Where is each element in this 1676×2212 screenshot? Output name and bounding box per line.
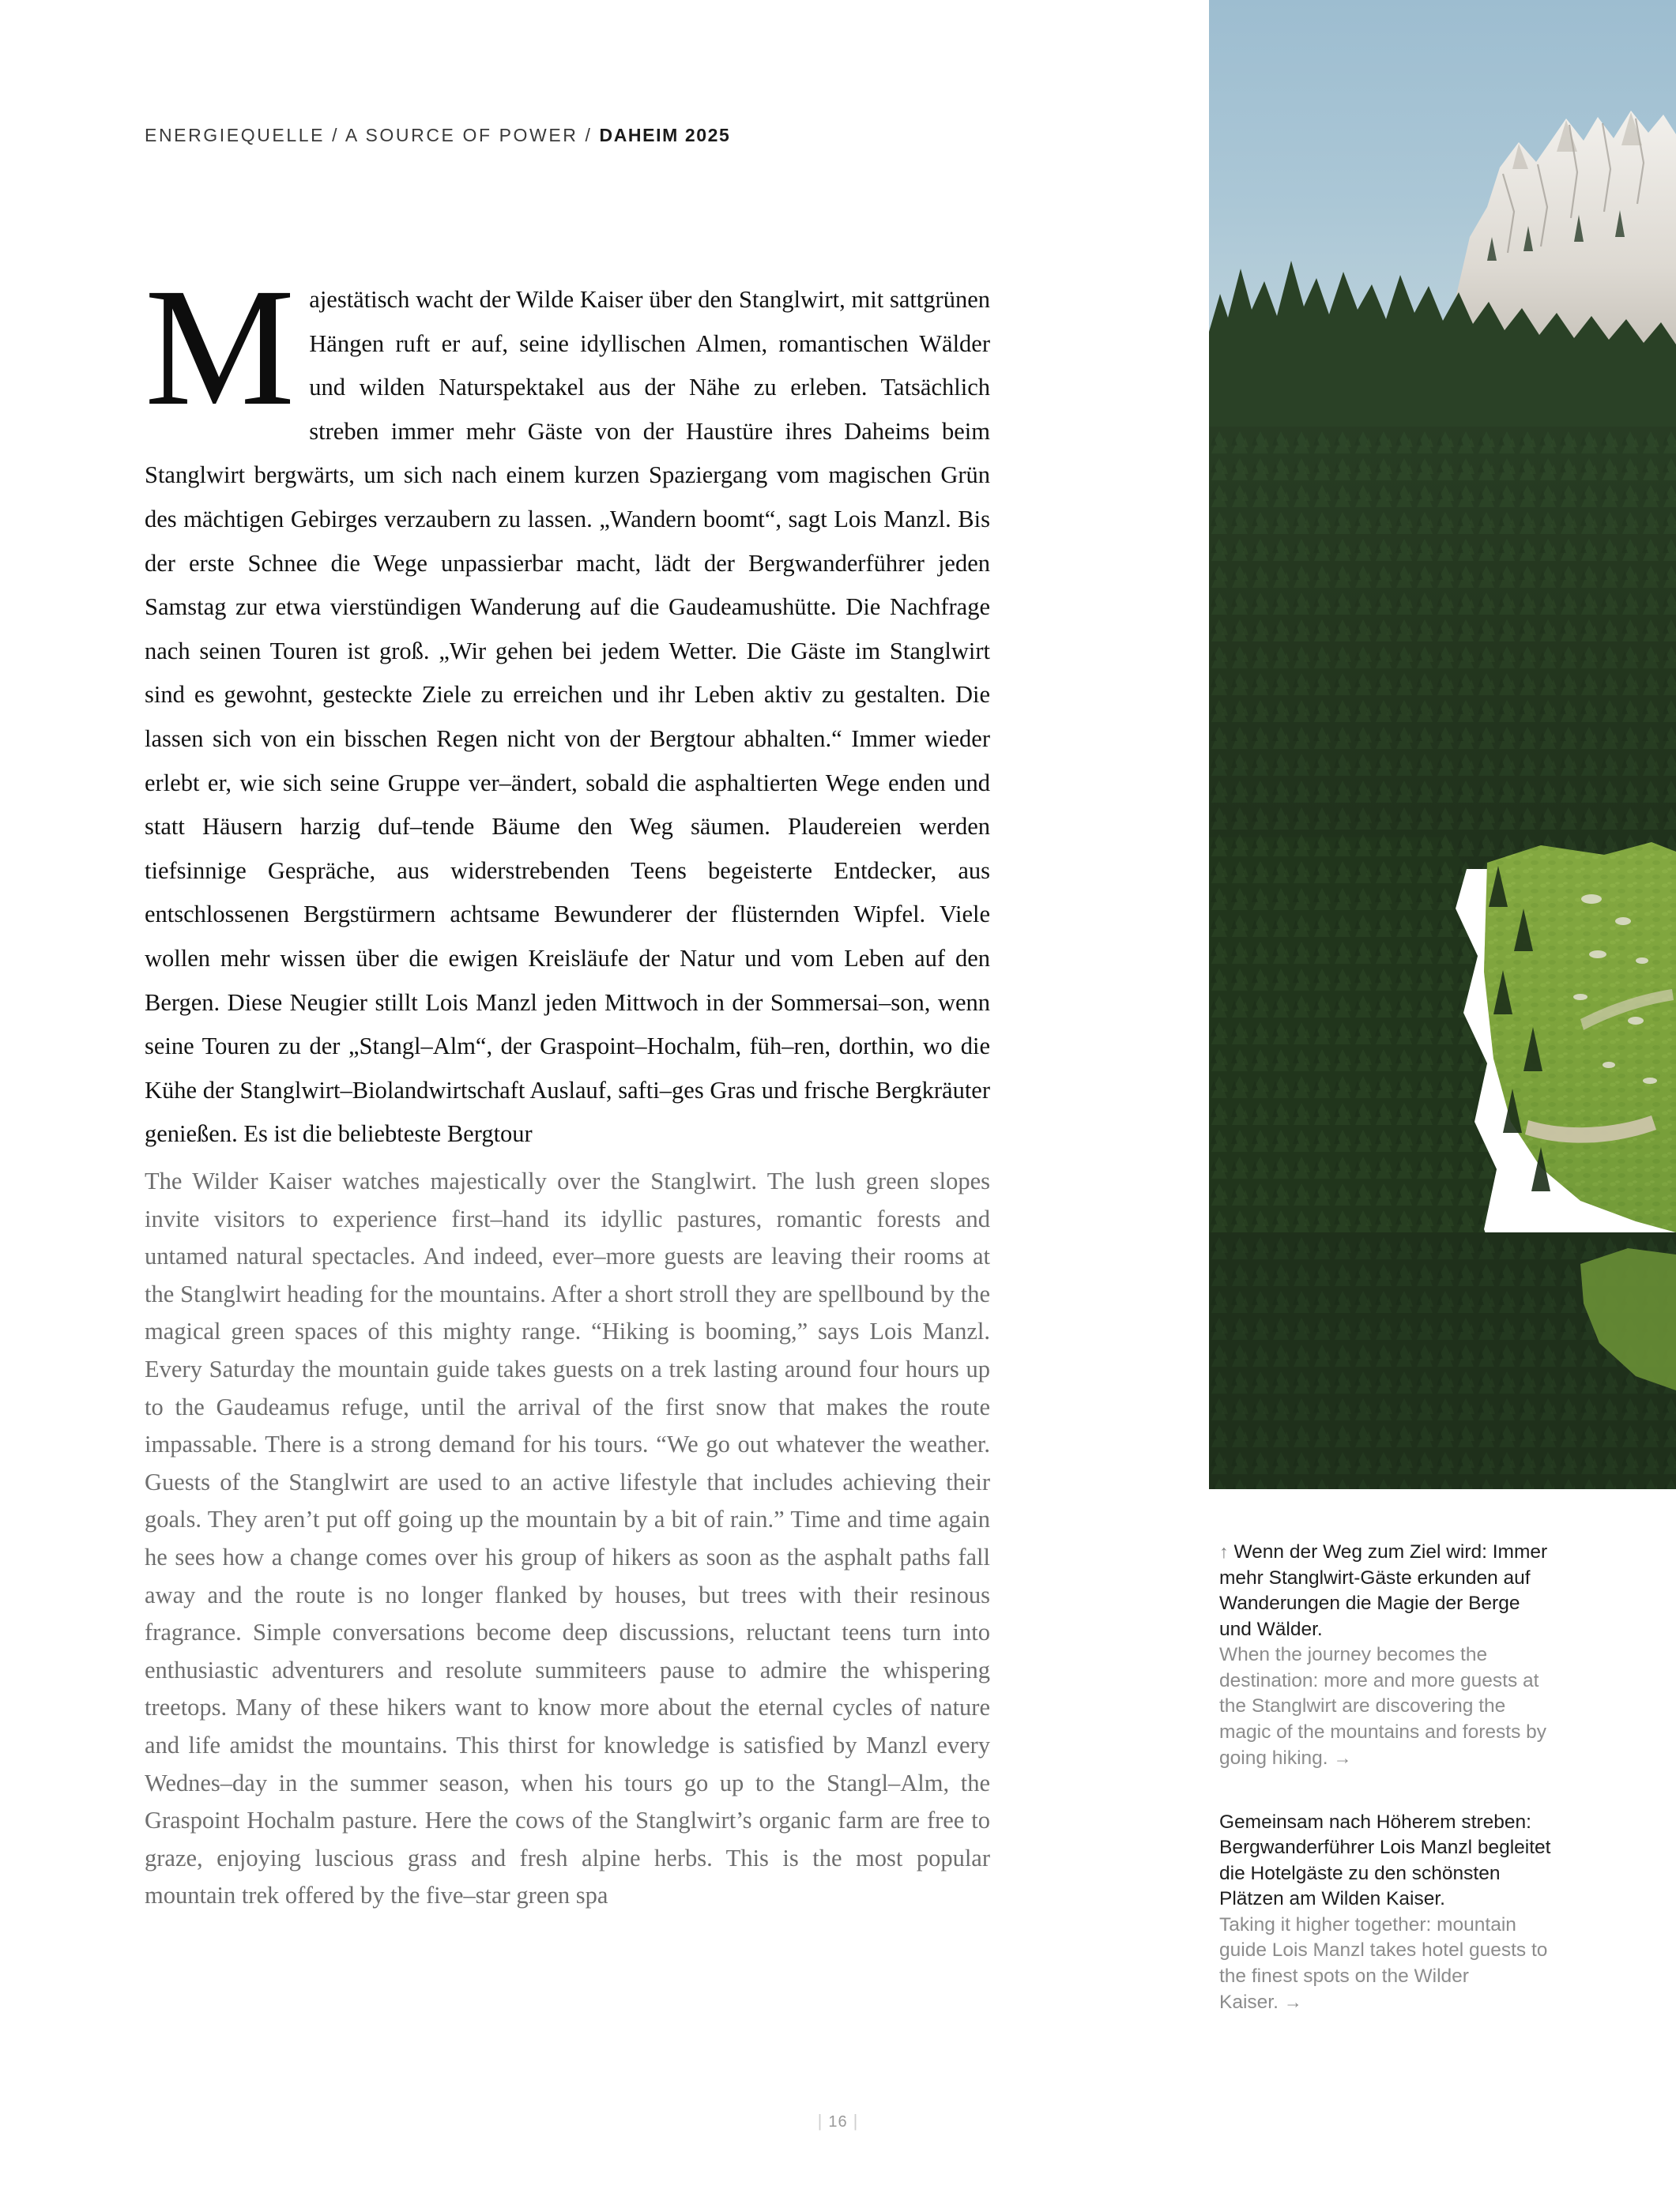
folio-bracket-left: | (817, 2111, 823, 2131)
photo-captions (1219, 1539, 1551, 2016)
caption-block-1 (1219, 1539, 1551, 1772)
wilder-kaiser-forest-photo (1209, 0, 1676, 1489)
caption-2-german: Gemeinsam nach Höherem streben: Bergwanderführer Lois Manzl begleitet die Hotelgäste zu den schönsten Plätzen am Wilden Kaiser. (1219, 1811, 1551, 1909)
arrow-right-icon: → (1283, 1992, 1302, 2012)
caption-2-english (1219, 1913, 1551, 2016)
header-issue: DAHEIM 2025 (599, 125, 731, 145)
arrow-up-icon: ↑ (1219, 1541, 1229, 1562)
drop-cap: M (145, 254, 296, 441)
running-header (145, 125, 730, 146)
article-body-german-text: ajestätisch wacht der Wilde Kaiser über den Stanglwirt, mit sattgrünen Hängen ruft er auf, seine idyllischen Almen, romantischen Wälder und wilden Naturspektakel aus der Nähe zu erleben. Tatsächlich streben immer mehr Gäste von der Haustüre ihres Daheims beim Stanglwirt bergwärts, um sich nach einem kurzen Spaziergang vom magischen Grün des mächtigen Gebirges verzaubern zu lassen. „Wandern boomt“, sagt Lois Manzl. Bis der erste Schnee die Wege unpassierbar macht, lädt der Bergwanderführer jeden Samstag zur etwa vierstündigen Wanderung auf die Gaudeamushütte. Die Nachfrage nach seinen Touren ist groß. „Wir gehen bei jedem Wetter. Die Gäste im Stanglwirt sind es gewohnt, gesteckte Ziele zu erreichen und ihr Leben aktiv zu gestalten. Die lassen sich von ein bisschen Regen nicht von der Bergtour abhalten.“ Immer wieder erlebt er, wie sich seine Gruppe ver–ändert, sobald die asphaltierten Wege enden und statt Häusern harzig duf–tende Bäume den Weg säumen. Plaudereien werden tiefsinnige Gespräche, aus widerstrebenden Teens begeisterte Entdecker, aus entschlossenen Bergstürmern achtsame Bewunderer der flüsternden Wipfel. Viele wollen mehr wissen über die ewigen Kreisläufe der Natur und vom Leben auf den Bergen. Diese Neugier stillt Lois Manzl jeden Mittwoch in der Sommersai–son, wenn seine Touren zu der „Stangl–Alm“, der Graspoint–Hochalm, füh–ren, dorthin, wo die Kühe der Stanglwirt–Biolandwirtschaft Auslauf, safti–ges Gras und frische Bergkräuter genießen. Es ist die beliebteste Bergtour (145, 286, 990, 1148)
caption-1-english (1219, 1642, 1551, 1772)
article-text-column (145, 254, 990, 1909)
header-separator-2: / (585, 125, 593, 145)
header-section-en: A SOURCE OF POWER (345, 125, 578, 145)
article-body-german (145, 254, 990, 1157)
article-body-english: The Wilder Kaiser watches majestically over the Stanglwirt. The lush green slopes invite visitors to experience first–hand its idyllic pastures, romantic forests and untamed natural spectacles. And indeed, ever–more guests are leaving their rooms at the Stanglwirt heading for the mountains. After a short stroll they are spellbound by the magical green spaces of this mighty range. “Hiking is booming,” says Lois Manzl. Every Saturday the mountain guide takes guests on a trek lasting around four hours up to the Gaudeamus refuge, until the arrival of the first snow that makes the route impassable. There is a strong demand for his tours. “We go out whatever the weather. Guests of the Stanglwirt are used to an active lifestyle that includes achieving their goals. They aren’t put off going up the mountain by a bit of rain.” Time and time again he sees how a change comes over his group of hikers as soon as the asphalt paths fall away and the route is no longer flanked by houses, but trees with their resinous fragrance. Simple conversations become deep discussions, reluctant teens turn into enthusiastic adventurers and resolute summiteers pause to admire the whispering treetops. Many of these hikers want to know more about the eternal cycles of nature and life amidst the mountains. This thirst for knowledge is satisfied by Manzl every Wednes–day in the summer season, when his tours go up to the Stangl–Alm, the Graspoint Hochalm pasture. Here the cows of the Stanglwirt’s organic farm are free to graze, enjoying luscious grass and fresh alpine herbs. This is the most popular mountain trek offered by the five–star green spa (145, 1168, 990, 1909)
caption-1-german (1219, 1539, 1551, 1642)
caption-1-english-text: When the journey becomes the destination: more and more guests at the Stanglwirt are discovering the magic of the mountains and forests by going hiking. (1219, 1644, 1546, 1769)
folio-bracket-right: | (853, 2111, 859, 2131)
caption-2-english-text: Taking it higher together: mountain guide Lois Manzl takes hotel guests to the finest spots on the Wilder Kaiser. (1219, 1913, 1548, 2013)
caption-block-2 (1219, 1810, 1551, 2016)
page-number: 16 (828, 2113, 848, 2131)
header-separator-1: / (332, 125, 340, 145)
caption-1-german-text: Wenn der Weg zum Ziel wird: Immer mehr Stanglwirt-Gäste erkunden auf Wanderungen die Magie der Berge und Wälder. (1219, 1541, 1548, 1640)
arrow-right-icon: → (1333, 1747, 1352, 1768)
header-section-de: ENERGIEQUELLE (145, 125, 326, 145)
folio (0, 2111, 1676, 2131)
